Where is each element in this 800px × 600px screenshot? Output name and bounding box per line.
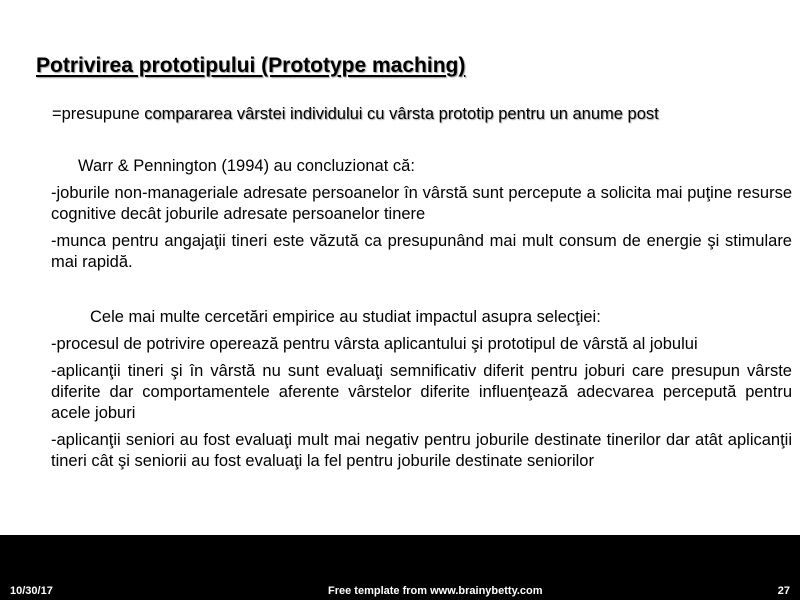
section-empirical-research xyxy=(51,307,792,472)
footer-bar xyxy=(0,535,800,600)
bullet-paragraph: -munca pentru angajaţii tineri este văzută ca presupunând mai mult consum de energie şi stimulare mai rapidă. xyxy=(51,232,792,271)
bullet-paragraph: -aplicanţii seniori au fost evaluaţi mult mai negativ pentru joburile destinate tinerilor dar atât aplicanţii tineri cât şi seniorii au fost evaluaţi la fel pentru joburile destinate seniorilor xyxy=(51,431,792,470)
intro-emphasis: compararea vârstei individului cu vârsta prototip pentru un anume post xyxy=(144,105,659,123)
section-lead: Cele mai multe cercetări empirice au studiat impactul asupra selecţiei: xyxy=(90,308,601,326)
bullet-paragraph: -aplicanţii tineri şi în vârstă nu sunt evaluaţi semnificativ diferit pentru joburi care presupun vârste diferite dar comportamentele aferente vârstelor diferite influenţează adecvarea percepută pentru acele joburi xyxy=(51,362,792,422)
footer-date: 10/30/17 xyxy=(10,585,53,597)
bullet-paragraph: -joburile non-manageriale adresate persoanelor în vârstă sunt percepute a solicita mai puţine resurse cognitive decât joburile adresate persoanelor tinere xyxy=(51,184,792,223)
bullet-paragraph: -procesul de potrivire operează pentru vârsta aplicantului şi prototipul de vârstă al jobului xyxy=(51,335,698,353)
footer-credit: Free template from www.brainybetty.com xyxy=(328,585,543,597)
intro-line xyxy=(52,105,659,124)
section-lead: Warr & Pennington (1994) au concluzionat că: xyxy=(78,157,415,175)
section-warr-pennington xyxy=(51,156,792,273)
slide-title: Potrivirea prototipului (Prototype maching) xyxy=(36,54,466,77)
intro-prefix: =presupune xyxy=(52,105,145,123)
page-number: 27 xyxy=(777,585,790,597)
